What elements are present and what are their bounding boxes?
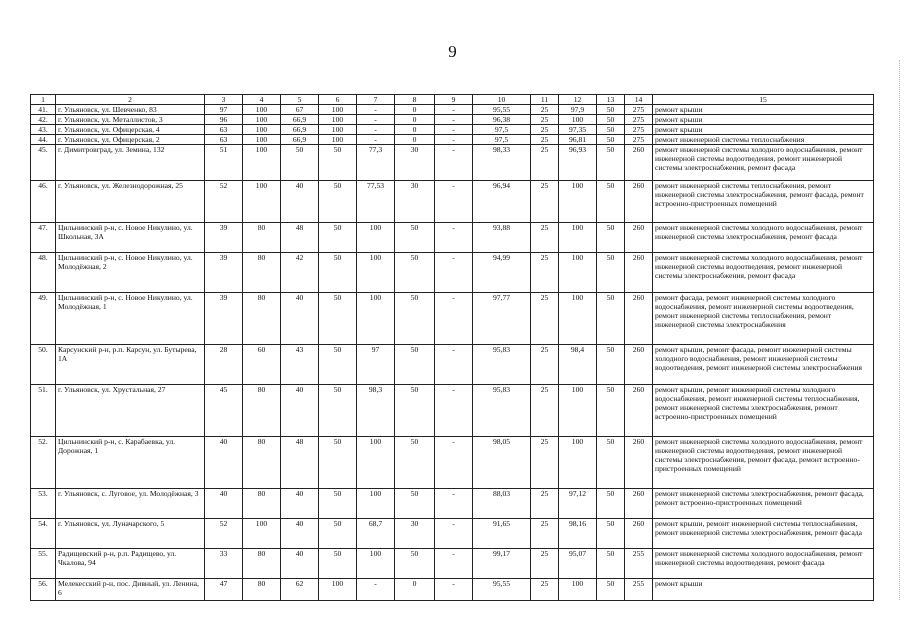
table-cell: 98,05 [473,437,531,489]
table-cell: - [435,385,473,437]
table-row [31,345,874,385]
table-cell: 50 [319,181,357,223]
address-cell: Мелекесский р-н, пос. Дивный, ул. Ленина, 6 [56,579,205,601]
table-row [31,105,874,115]
table-cell: 97,5 [473,125,531,135]
table-cell: 50 [395,253,435,293]
table-cell: - [435,293,473,345]
table-cell: 51. [31,385,56,437]
table-cell: 50 [597,549,625,579]
table-cell: 50 [395,437,435,489]
table-cell: 260 [625,145,653,181]
table-cell: 0 [395,579,435,601]
column-number: 15 [653,95,874,105]
table-cell: 88,03 [473,489,531,519]
table-cell: 0 [395,135,435,145]
table-cell: - [435,181,473,223]
table-cell: 0 [395,105,435,115]
table-cell: 260 [625,293,653,345]
table-cell: 66,9 [281,135,319,145]
table-cell: 66,9 [281,115,319,125]
table-cell: 50 [395,293,435,345]
table-cell: 80 [243,223,281,253]
table-cell: 25 [531,105,559,115]
table-cell: 43. [31,125,56,135]
table-cell: - [435,549,473,579]
column-number: 6 [319,95,357,105]
table-cell: 80 [243,437,281,489]
works-cell: ремонт крыши [653,125,874,135]
table-cell: 40 [205,437,243,489]
table-cell: 97,9 [559,105,597,115]
table-cell: 50 [597,135,625,145]
table-cell: 50 [319,549,357,579]
column-number: 13 [597,95,625,105]
table-cell: 45 [205,385,243,437]
table-cell: 97,35 [559,125,597,135]
table-cell: 25 [531,549,559,579]
table-cell: 51 [205,145,243,181]
table-row [31,135,874,145]
table-cell: 100 [243,115,281,125]
table-cell: 42 [281,253,319,293]
table-row [31,223,874,253]
table-cell: 50 [319,253,357,293]
table-cell: 100 [243,519,281,549]
table-cell: 50 [597,115,625,125]
table-cell: 98,3 [357,385,395,437]
table-cell: 50 [281,145,319,181]
column-number: 7 [357,95,395,105]
address-cell: Цильнинский р-н, с. Новое Никулино, ул. Молодёжная, 2 [56,253,205,293]
table-cell: 48 [281,223,319,253]
address-cell: Цильнинский р-н, с. Новое Никулино, ул. Школьная, 3А [56,223,205,253]
table-cell: 40 [281,549,319,579]
table-row [31,181,874,223]
table-cell: 275 [625,125,653,135]
table-cell: 80 [243,579,281,601]
table-cell: - [435,145,473,181]
column-number: 12 [559,95,597,105]
table-cell: 25 [531,489,559,519]
table-cell: 50. [31,345,56,385]
table-row [31,253,874,293]
table-cell: 50 [597,293,625,345]
table-cell: 260 [625,253,653,293]
table-cell: - [357,579,395,601]
table-cell: 25 [531,385,559,437]
table-cell: 30 [395,181,435,223]
table-cell: 25 [531,253,559,293]
table-cell: - [357,105,395,115]
table-row [31,145,874,181]
table-cell: 77,3 [357,145,395,181]
table-cell: 43 [281,345,319,385]
table-cell: 25 [531,293,559,345]
table-cell: 80 [243,549,281,579]
table-cell: 94,99 [473,253,531,293]
table-cell: 80 [243,489,281,519]
table-cell: 25 [531,135,559,145]
table-cell: 100 [559,579,597,601]
address-cell: г. Ульяновск, с. Луговое, ул. Молодёжная, 3 [56,489,205,519]
table-row [31,293,874,345]
table-cell: 53. [31,489,56,519]
address-cell: Цильнинский р-н, с. Карабаевка, ул. Дорожная, 1 [56,437,205,489]
table-cell: 77,53 [357,181,395,223]
table-cell: - [435,125,473,135]
table-cell: 40 [281,489,319,519]
table-cell: 100 [357,489,395,519]
table-cell: - [435,135,473,145]
table-cell: 95,55 [473,579,531,601]
table-cell: 93,88 [473,223,531,253]
table-cell: 50 [597,125,625,135]
table-cell: 100 [559,437,597,489]
table-cell: 50 [597,579,625,601]
table-cell: 255 [625,549,653,579]
table-cell: 25 [531,181,559,223]
table-cell: 50 [319,223,357,253]
works-cell: ремонт инженерной системы холодного водоснабжения, ремонт инженерной системы водоотведения, ремонт инженерной системы электроснабжения, ремонт фасада [653,145,874,181]
table-cell: - [435,489,473,519]
address-cell: г. Ульяновск, ул. Луначарского, 5 [56,519,205,549]
table-cell: 50 [319,293,357,345]
table-cell: 100 [559,385,597,437]
table-cell: - [435,115,473,125]
table-cell: - [435,519,473,549]
table-cell: 50 [597,145,625,181]
table-cell: 46. [31,181,56,223]
column-number: 3 [205,95,243,105]
table-cell: 47. [31,223,56,253]
table-cell: 39 [205,293,243,345]
works-cell: ремонт инженерной системы теплоснабжения [653,135,874,145]
table-cell: 100 [243,145,281,181]
table-cell: 52. [31,437,56,489]
table-cell: 25 [531,345,559,385]
table-row [31,115,874,125]
table-cell: 25 [531,519,559,549]
table-cell: 25 [531,145,559,181]
table-cell: 97 [357,345,395,385]
table-row [31,437,874,489]
table-cell: 40 [281,385,319,437]
column-number: 9 [435,95,473,105]
column-number: 10 [473,95,531,105]
table-cell: 45. [31,145,56,181]
table-cell: 100 [357,253,395,293]
table-cell: 50 [597,385,625,437]
table-cell: 100 [357,437,395,489]
table-cell: 67 [281,105,319,115]
table-cell: 80 [243,253,281,293]
address-cell: г. Димитровград, ул. Земина, 132 [56,145,205,181]
table-cell: 98,33 [473,145,531,181]
table-cell: 30 [395,145,435,181]
address-cell: г. Ульяновск, ул. Офицерская, 2 [56,135,205,145]
table-cell: 50 [597,223,625,253]
works-cell: ремонт крыши, ремонт фасада, ремонт инженерной системы холодного водоснабжения, ремонт инженерной системы водоотведения, ремонт инженерной системы электроснабжения [653,345,874,385]
address-cell: г. Ульяновск, ул. Шевченко, 83 [56,105,205,115]
works-cell: ремонт инженерной системы холодного водоснабжения, ремонт инженерной системы электроснабжения, ремонт фасада [653,223,874,253]
table-cell: 95,83 [473,345,531,385]
table-cell: 91,65 [473,519,531,549]
table-cell: 54. [31,519,56,549]
table-cell: - [357,115,395,125]
table-cell: 0 [395,125,435,135]
column-number: 4 [243,95,281,105]
table-cell: 50 [319,345,357,385]
table-cell: 95,83 [473,385,531,437]
address-cell: г. Ульяновск, ул. Металлистов, 3 [56,115,205,125]
table-cell: 50 [395,489,435,519]
column-number: 11 [531,95,559,105]
table-cell: 96,81 [559,135,597,145]
table-cell: 62 [281,579,319,601]
table-row [31,385,874,437]
table-cell: 25 [531,579,559,601]
table-cell: 260 [625,489,653,519]
table-cell: 96,94 [473,181,531,223]
table-cell: 100 [319,579,357,601]
table-cell: 40 [281,293,319,345]
table-cell: 100 [243,105,281,115]
table-cell: 50 [319,489,357,519]
column-number: 1 [31,95,56,105]
table-cell: 97,12 [559,489,597,519]
table-cell: 50 [597,105,625,115]
works-cell: ремонт крыши, ремонт инженерной системы холодного водоснабжения, ремонт инженерной системы теплоснабжения, ремонт инженерной системы электроснабжения, ремонт встроенно-пристроенных помещений [653,385,874,437]
table-cell: 40 [281,519,319,549]
table-cell: 25 [531,115,559,125]
table-row [31,489,874,519]
table-cell: 50 [395,385,435,437]
table-cell: 50 [597,253,625,293]
works-cell: ремонт инженерной системы холодного водоснабжения, ремонт инженерной системы водоотведения, ремонт инженерной системы электроснабжения, ремонт фасада, ремонт встроенно-пристроенных помещений [653,437,874,489]
table-cell: 50 [395,345,435,385]
table-cell: 260 [625,345,653,385]
table-cell: 100 [357,549,395,579]
works-cell: ремонт крыши, ремонт инженерной системы теплоснабжения, ремонт инженерной системы электроснабжения, ремонт фасада [653,519,874,549]
works-cell: ремонт крыши [653,579,874,601]
address-cell: г. Ульяновск, ул. Офицерская, 4 [56,125,205,135]
table-row [31,579,874,601]
table-cell: 100 [319,135,357,145]
table-cell: 100 [243,135,281,145]
table-cell: 50 [597,489,625,519]
table-cell: 47 [205,579,243,601]
table-cell: 100 [559,181,597,223]
table-cell: 100 [559,293,597,345]
table-cell: 98,16 [559,519,597,549]
table-cell: 100 [243,181,281,223]
table-cell: 275 [625,115,653,125]
table-cell: 44. [31,135,56,145]
table-cell: 97 [205,105,243,115]
table-cell: 63 [205,125,243,135]
table-cell: 96 [205,115,243,125]
table-cell: 52 [205,519,243,549]
table-cell: 275 [625,105,653,115]
table-cell: 55. [31,549,56,579]
table-cell: 48 [281,437,319,489]
column-number: 2 [56,95,205,105]
column-number-row [31,95,874,105]
table-cell: 48. [31,253,56,293]
table-cell: 98,4 [559,345,597,385]
table-cell: 99,17 [473,549,531,579]
works-cell: ремонт инженерной системы электроснабжения, ремонт фасада, ремонт встроенно-пристроенных помещений [653,489,874,519]
table-cell: 50 [319,385,357,437]
table-cell: 52 [205,181,243,223]
table-cell: 100 [357,223,395,253]
table-cell: - [435,437,473,489]
page-number: 9 [448,42,457,61]
table-cell: 100 [319,125,357,135]
table-cell: 25 [531,125,559,135]
table-row [31,549,874,579]
table-cell: 33 [205,549,243,579]
table-cell: 50 [597,181,625,223]
table-cell: 66,9 [281,125,319,135]
table-cell: 50 [597,519,625,549]
table-row [31,519,874,549]
table-cell: 100 [319,115,357,125]
table-cell: 275 [625,135,653,145]
column-number: 5 [281,95,319,105]
table-cell: 260 [625,223,653,253]
table-cell: 40 [205,489,243,519]
table-cell: 100 [243,125,281,135]
works-cell: ремонт крыши [653,105,874,115]
table-cell: 50 [597,345,625,385]
address-cell: г. Ульяновск, ул. Железнодорожная, 25 [56,181,205,223]
works-cell: ремонт инженерной системы холодного водоснабжения, ремонт инженерной системы водоотведения, ремонт фасада [653,549,874,579]
address-cell: Карсунский р-н, р.п. Карсун, ул. Бутырева, 1А [56,345,205,385]
table-cell: 25 [531,223,559,253]
table-cell: 95,07 [559,549,597,579]
table-cell: 68,7 [357,519,395,549]
address-cell: Радищевский р-н, р.п. Радищево, ул. Чкалова, 94 [56,549,205,579]
table-cell: 80 [243,385,281,437]
table-cell: 50 [319,437,357,489]
works-cell: ремонт крыши [653,115,874,125]
table-cell: 63 [205,135,243,145]
address-cell: г. Ульяновск, ул. Хрустальная, 27 [56,385,205,437]
margin-dotted-line [899,60,901,600]
table-cell: 260 [625,385,653,437]
buildings-table [30,94,874,601]
table-cell: 60 [243,345,281,385]
table-cell: 97,77 [473,293,531,345]
table-cell: 39 [205,253,243,293]
table-cell: - [435,105,473,115]
table-cell: 100 [319,105,357,115]
table-cell: 100 [357,293,395,345]
column-number: 14 [625,95,653,105]
table-cell: - [435,345,473,385]
table-cell: 260 [625,181,653,223]
table-cell: 260 [625,519,653,549]
table-cell: 40 [281,181,319,223]
works-cell: ремонт инженерной системы холодного водоснабжения, ремонт инженерной системы водоотведения, ремонт инженерной системы электроснабжения, ремонт фасада [653,253,874,293]
table-cell: 49. [31,293,56,345]
table-cell: 255 [625,579,653,601]
table-cell: 25 [531,437,559,489]
table-cell: 97,5 [473,135,531,145]
table-cell: 42. [31,115,56,125]
works-cell: ремонт фасада, ремонт инженерной системы холодного водоснабжения, ремонт инженерной системы водоотведения, ремонт инженерной системы теплоснабжения, ремонт инженерной системы электроснабжения [653,293,874,345]
table-cell: 96,38 [473,115,531,125]
table-cell: 39 [205,223,243,253]
works-cell: ремонт инженерной системы теплоснабжения, ремонт инженерной системы электроснабжения, ремонт фасада, ремонт встроенно-пристроенных помещений [653,181,874,223]
table-cell: 260 [625,437,653,489]
table-cell: 95,55 [473,105,531,115]
table-cell: - [435,223,473,253]
table-cell: 28 [205,345,243,385]
table-cell: - [435,579,473,601]
table-cell: 56. [31,579,56,601]
table-row [31,125,874,135]
address-cell: Цильнинский р-н, с. Новое Никулино, ул. Молодёжная, 1 [56,293,205,345]
table-cell: 41. [31,105,56,115]
table-cell: 50 [597,437,625,489]
table-cell: - [435,253,473,293]
column-number: 8 [395,95,435,105]
table-cell: 50 [319,519,357,549]
table-cell: 50 [395,549,435,579]
table-cell: 100 [559,223,597,253]
table-cell: 100 [559,115,597,125]
table-cell: 96,93 [559,145,597,181]
table-cell: - [357,125,395,135]
table-cell: 80 [243,293,281,345]
table-cell: 30 [395,519,435,549]
table-cell: 50 [395,223,435,253]
table-cell: 100 [559,253,597,293]
table-cell: 0 [395,115,435,125]
table-cell: - [357,135,395,145]
table-cell: 50 [319,145,357,181]
